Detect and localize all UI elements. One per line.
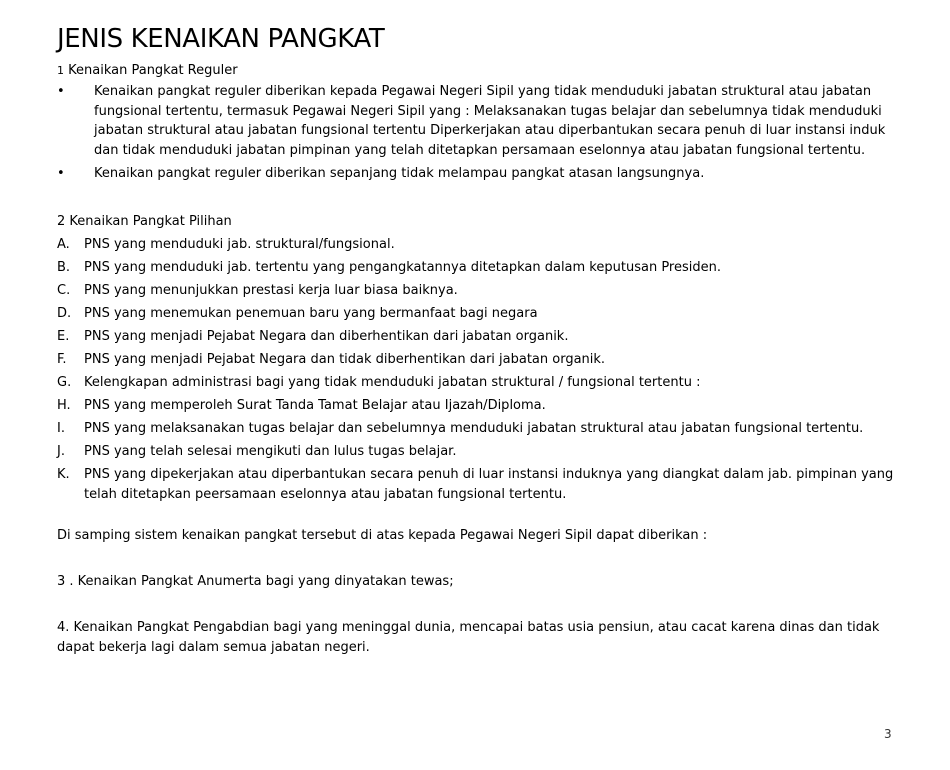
list-item-letter: H. xyxy=(57,398,71,413)
bullet-marker: • xyxy=(57,84,65,99)
list-item xyxy=(57,371,894,394)
list-item xyxy=(57,440,894,463)
list-item-letter: J. xyxy=(57,444,65,459)
list-item-text: PNS yang dipekerjakan atau diperbantukan secara penuh di luar instansi induknya yang diangkat dalam jab. pimpinan yang telah ditetapkan peersamaan eselonnya atau jabatan fungsional tertentu. xyxy=(84,467,894,502)
page-number: 3 xyxy=(884,727,892,741)
list-item-text: PNS yang menduduki jab. tertentu yang pengangkatannya ditetapkan dalam keputusan Presiden. xyxy=(84,260,721,275)
section1-heading xyxy=(57,62,238,80)
bullet-marker: • xyxy=(57,166,65,181)
list-item-text: PNS yang menjadi Pejabat Negara dan diberhentikan dari jabatan organik. xyxy=(84,329,569,344)
list-item-letter: A. xyxy=(57,237,70,252)
list-item-letter: C. xyxy=(57,283,71,298)
list-item xyxy=(57,325,894,348)
list-item-text: PNS yang melaksanakan tugas belajar dan sebelumnya menduduki jabatan struktural atau jabatan fungsional tertentu. xyxy=(84,421,864,436)
list-item-text: PNS yang menemukan penemuan baru yang bermanfaat bagi negara xyxy=(84,306,538,321)
paragraph-anumerta: 3 . Kenaikan Pangkat Anumerta bagi yang dinyatakan tewas; xyxy=(57,574,454,589)
section1-heading-text: Kenaikan Pangkat Reguler xyxy=(68,63,238,78)
list-item-letter: F. xyxy=(57,352,67,367)
list-item-text: PNS yang menduduki jab. struktural/fungsional. xyxy=(84,237,395,252)
list-item-letter: B. xyxy=(57,260,71,275)
list-item xyxy=(57,279,894,302)
list-item-text: PNS yang memperoleh Surat Tanda Tamat Belajar atau Ijazah/Diploma. xyxy=(84,398,546,413)
list-item xyxy=(57,302,894,325)
list-item-letter: E. xyxy=(57,329,70,344)
list-item-letter: I. xyxy=(57,421,65,436)
list-item-text: PNS yang menunjukkan prestasi kerja luar biasa baiknya. xyxy=(84,283,458,298)
list-item xyxy=(57,348,894,371)
list-item xyxy=(57,394,894,417)
list-item xyxy=(57,463,894,504)
bullet-text: Kenaikan pangkat reguler diberikan kepada Pegawai Negeri Sipil yang tidak menduduki jabatan struktural atau jabatan fungsional tertentu, termasuk Pegawai Negeri Sipil yang : Melaksanakan tugas belajar dan sebelumnya tidak menduduki jabatan struktural atau jabatan fungsional tertentu Diperkerjakan atau diperbantukan secara penuh di luar instansi induk dan tidak menduduki jabatan pimpinan yang telah ditetapkan persamaan eselonnya atau jabatan fungsional tertentu. xyxy=(94,84,886,158)
list-item xyxy=(57,417,894,440)
bullet-text: Kenaikan pangkat reguler diberikan sepanjang tidak melampau pangkat atasan langsungnya. xyxy=(94,166,705,181)
list-item-letter: D. xyxy=(57,306,72,321)
section2-heading: 2 Kenaikan Pangkat Pilihan xyxy=(57,214,232,229)
paragraph-intro: Di samping sistem kenaikan pangkat tersebut di atas kepada Pegawai Negeri Sipil dapat diberikan : xyxy=(57,528,708,543)
list-item-text: Kelengkapan administrasi bagi yang tidak menduduki jabatan struktural / fungsional tertentu : xyxy=(84,375,701,390)
section1-number: 1 xyxy=(57,64,64,77)
section2 xyxy=(57,210,894,504)
list-item-text: PNS yang menjadi Pejabat Negara dan tidak diberhentikan dari jabatan organik. xyxy=(84,352,606,367)
list-item-letter: K. xyxy=(57,467,70,482)
paragraph-pengabdian: 4. Kenaikan Pangkat Pengabdian bagi yang meninggal dunia, mencapai batas usia pensiun, atau cacat karena dinas dan tidak dapat bekerja lagi dalam semua jabatan negeri. xyxy=(57,620,880,655)
page-title: JENIS KENAIKAN PANGKAT xyxy=(57,24,385,54)
list-item-letter: G. xyxy=(57,375,72,390)
list-item xyxy=(57,233,894,256)
list-item-text: PNS yang telah selesai mengikuti dan lulus tugas belajar. xyxy=(84,444,457,459)
list-item xyxy=(57,256,894,279)
